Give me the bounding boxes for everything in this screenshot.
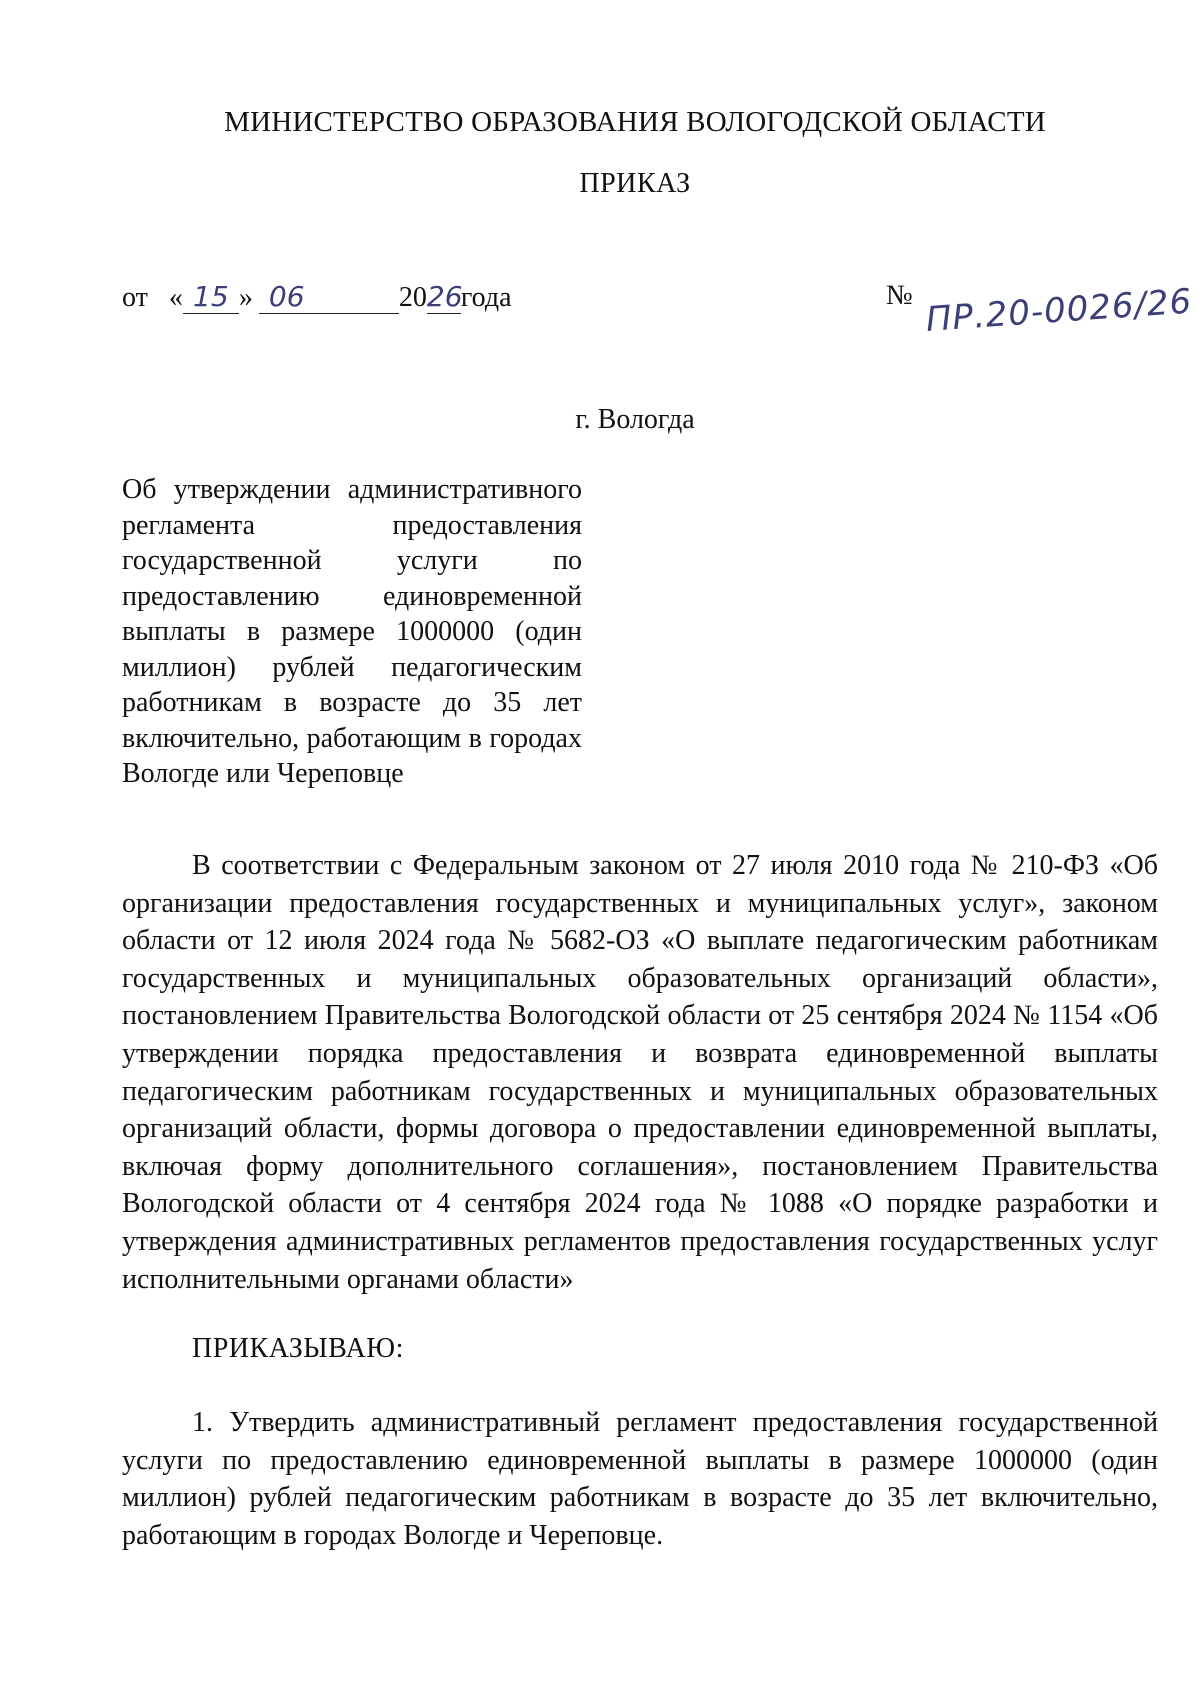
city: г. Вологда [575,404,695,435]
order-word: ПРИКАЗЫВАЮ: [192,1333,404,1364]
document-type: ПРИКАЗ [579,168,691,199]
date-line [122,282,512,314]
date-year-handwritten: 26 [426,280,463,313]
date-close-quote: » [238,282,253,313]
preamble-paragraph: В соответствии с Федеральным законом от 27 июля 2010 года № 210-ФЗ «Об организации предоставления государственных и муниципальных услуг», законом области от 12 июля 2024 года № 5682-ОЗ «О выплате педагогическим работникам государственных и муниципальных образовательных организаций области», постановлением Правительства Вологодской области от 25 сентября 2024 № 1154 «Об утверждении порядка предоставления и возврата единовременной выплаты педагогическим работникам государственных и муниципальных образовательных организаций области, формы договора о предоставлении единовременной выплаты, включая форму дополнительного соглашения», постановлением Правительства Вологодской области от 4 сентября 2024 года № 1088 «О порядке разработки и утверждения административных регламентов предоставления государственных услуг исполнительными органами области» [122,850,1158,1295]
date-prefix: от [122,282,148,313]
ministry-name: МИНИСТЕРСТВО ОБРАЗОВАНИЯ ВОЛОГОДСКОЙ ОБЛАСТИ [224,106,1046,138]
date-month-field [259,282,399,314]
date-day-field [183,282,239,314]
date-month-handwritten: 06 [268,280,305,313]
order-subject: Об утверждении административного регламента предоставления государственной услуги по предоставлению единовременной выплаты в размере 1000000 (один миллион) рублей педагогическим работникам в возрасте до 35 лет включительно, работающим в городах Вологде или Череповце [122,474,582,789]
order-item-1: 1. Утвердить административный регламент предоставления государственной услуги по предоставлению единовременной выплаты в размере 1000000 (один миллион) рублей педагогическим работникам в возрасте до 35 лет включительно, работающим в городах Вологде и Череповце. [122,1407,1158,1551]
date-year-prefix: 20 [398,282,427,313]
date-year-field [427,282,461,314]
number-value-handwritten: ПР.20-0026/26 [924,281,1194,340]
number-label: № [886,280,913,311]
date-suffix: года [460,282,512,313]
date-day-handwritten: 15 [193,280,229,313]
date-open-quote: « [168,282,183,313]
